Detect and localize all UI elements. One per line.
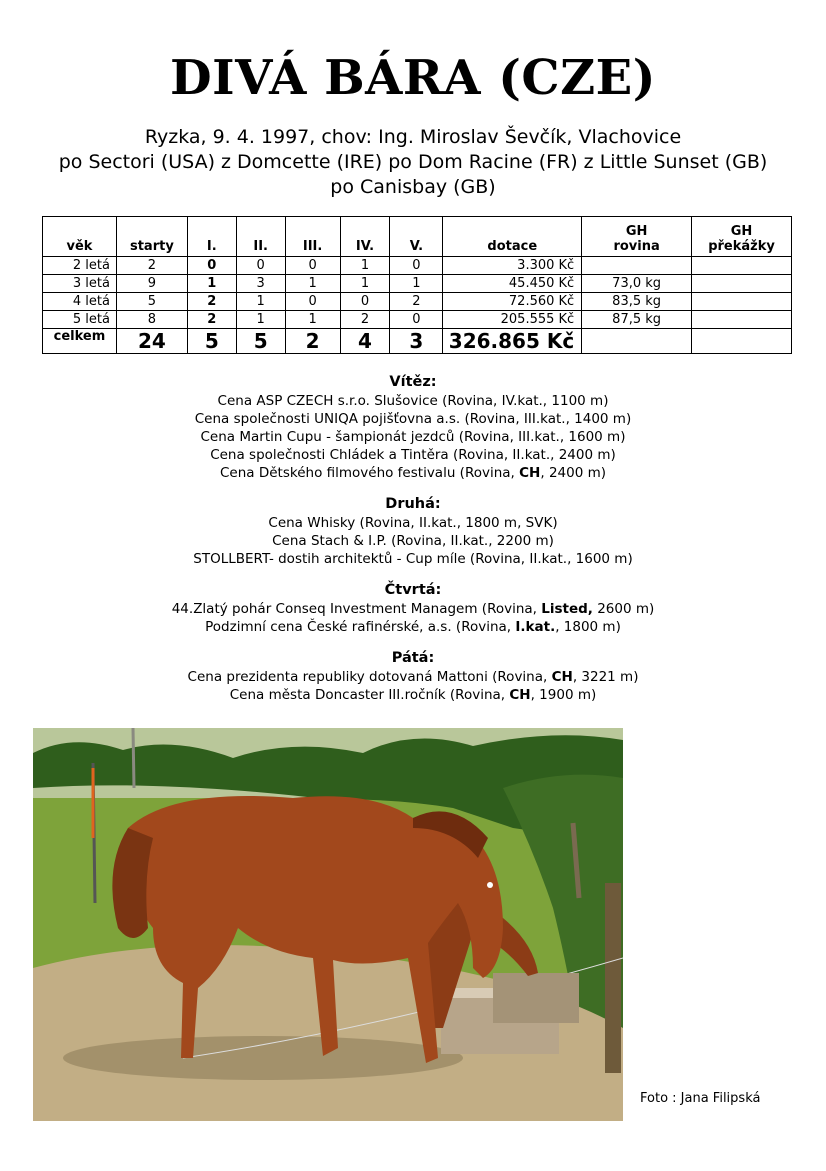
feed-box-back <box>493 973 579 1023</box>
fourth-cell: 1 <box>340 275 390 293</box>
fifth-cell: 1 <box>390 275 443 293</box>
race-record-table <box>42 216 792 354</box>
col-gh-flat: GH rovina <box>582 217 692 257</box>
starts-cell: 8 <box>116 311 187 329</box>
fourth-heading: Čtvrtá: <box>384 582 442 598</box>
gh-jump-cell <box>692 311 792 329</box>
fence-post-right <box>605 883 621 1073</box>
fourth-cell: 0 <box>340 293 390 311</box>
first-cell: 1 <box>187 275 236 293</box>
fifth-cell: 0 <box>390 311 443 329</box>
horse-blaze <box>487 882 493 888</box>
col-first: I. <box>187 217 236 257</box>
table-row <box>43 275 792 293</box>
fifth-race-2: Cena města Doncaster III.ročník (Rovina, CH, 1900 m) <box>229 687 597 703</box>
fourth-cell: 2 <box>340 311 390 329</box>
money-cell: 3.300 Kč <box>443 257 582 275</box>
gh-flat-cell: 73,0 kg <box>582 275 692 293</box>
second-race-2: Cena Stach & I.P. (Rovina, II.kat., 2200 m) <box>272 533 554 549</box>
col-third: III. <box>285 217 340 257</box>
table-total-row <box>43 329 792 354</box>
col-fourth: IV. <box>340 217 390 257</box>
win-race-3: Cena Martin Cupu - šampionát jezdců (Rovina, III.kat., 1600 m) <box>200 429 626 445</box>
fifth-places-block <box>0 649 826 704</box>
total-third: 2 <box>285 329 340 354</box>
total-starts: 24 <box>116 329 187 354</box>
total-second: 5 <box>236 329 285 354</box>
win-race-4: Cena společnosti Chládek a Tintěra (Rovina, II.kat., 2400 m) <box>210 447 616 463</box>
gh-jump-cell <box>692 257 792 275</box>
pole-background <box>133 728 134 788</box>
total-gh-flat <box>582 329 692 354</box>
win-race-1: Cena ASP CZECH s.r.o. Slušovice (Rovina, IV.kat., 1100 m) <box>217 393 609 409</box>
third-cell: 0 <box>285 293 340 311</box>
horse-shadow <box>63 1036 463 1080</box>
money-cell: 45.450 Kč <box>443 275 582 293</box>
total-gh-jump <box>692 329 792 354</box>
total-money: 326.865 Kč <box>443 329 582 354</box>
pedigree-line-continued: po Canisbay (GB) <box>330 176 496 198</box>
first-cell: 0 <box>187 257 236 275</box>
table-row <box>43 311 792 329</box>
race-results-section <box>0 373 826 717</box>
starts-cell: 2 <box>116 257 187 275</box>
gh-flat-cell <box>582 257 692 275</box>
second-cell: 1 <box>236 311 285 329</box>
starts-cell: 5 <box>116 293 187 311</box>
win-race-5: Cena Dětského filmového festivalu (Rovina, CH, 2400 m) <box>219 465 607 481</box>
third-cell: 1 <box>285 311 340 329</box>
total-first: 5 <box>187 329 236 354</box>
gh-jump-cell <box>692 293 792 311</box>
money-cell: 72.560 Kč <box>443 293 582 311</box>
age-cell: 3 letá <box>43 275 117 293</box>
fifth-cell: 2 <box>390 293 443 311</box>
total-fifth: 3 <box>390 329 443 354</box>
second-race-1: Cena Whisky (Rovina, II.kat., 1800 m, SVK) <box>268 515 558 531</box>
total-label: celkem <box>43 329 117 354</box>
wins-block <box>0 373 826 482</box>
win-race-2: Cena společnosti UNIQA pojišťovna a.s. (Rovina, III.kat., 1400 m) <box>194 411 632 427</box>
gh-jump-cell <box>692 275 792 293</box>
fifth-heading: Pátá: <box>391 650 435 666</box>
table-header-row <box>43 217 792 257</box>
first-cell: 2 <box>187 311 236 329</box>
fifth-race-1: Cena prezidenta republiky dotovaná Mattoni (Rovina, CH, 3221 m) <box>187 669 639 685</box>
gh-flat-cell: 83,5 kg <box>582 293 692 311</box>
money-cell: 205.555 Kč <box>443 311 582 329</box>
horse-photo <box>33 728 623 1121</box>
age-cell: 4 letá <box>43 293 117 311</box>
table-row <box>43 293 792 311</box>
table-row <box>43 257 792 275</box>
second-heading: Druhá: <box>385 496 441 512</box>
col-prize-money: dotace <box>443 217 582 257</box>
col-starts: starty <box>116 217 187 257</box>
fourth-race-2: Podzimní cena České rafinérské, a.s. (Rovina, I.kat., 1800 m) <box>205 619 621 635</box>
first-cell: 2 <box>187 293 236 311</box>
col-gh-jump: GH překážky <box>692 217 792 257</box>
fifth-cell: 0 <box>390 257 443 275</box>
pedigree-line: po Sectori (USA) z Domcette (IRE) po Dom Racine (FR) z Little Sunset (GB) <box>58 151 768 173</box>
col-second: II. <box>236 217 285 257</box>
age-cell: 5 letá <box>43 311 117 329</box>
third-cell: 1 <box>285 275 340 293</box>
gh-flat-cell: 87,5 kg <box>582 311 692 329</box>
horse-photo-illustration <box>33 728 623 1121</box>
fourth-cell: 1 <box>340 257 390 275</box>
total-fourth: 4 <box>340 329 390 354</box>
second-places-block <box>0 495 826 568</box>
age-cell: 2 letá <box>43 257 117 275</box>
second-cell: 1 <box>236 293 285 311</box>
third-cell: 0 <box>285 257 340 275</box>
fourth-race-1: 44.Zlatý pohár Conseq Investment Managem (Rovina, Listed, 2600 m) <box>171 601 655 617</box>
horse-name-title: DIVÁ BÁRA (CZE) <box>170 50 656 106</box>
starts-cell: 9 <box>116 275 187 293</box>
col-age: věk <box>43 217 117 257</box>
second-cell: 0 <box>236 257 285 275</box>
second-cell: 3 <box>236 275 285 293</box>
second-race-3: STOLLBERT- dostih architektů - Cup míle (Rovina, II.kat., 1600 m) <box>193 551 633 567</box>
wins-heading: Vítěz: <box>389 374 437 390</box>
col-fifth: V. <box>390 217 443 257</box>
photo-caption: Foto : Jana Filipská <box>640 1091 761 1106</box>
birth-breeder-line: Ryzka, 9. 4. 1997, chov: Ing. Miroslav Ševčík, Vlachovice <box>144 126 682 148</box>
fourth-places-block <box>0 581 826 636</box>
